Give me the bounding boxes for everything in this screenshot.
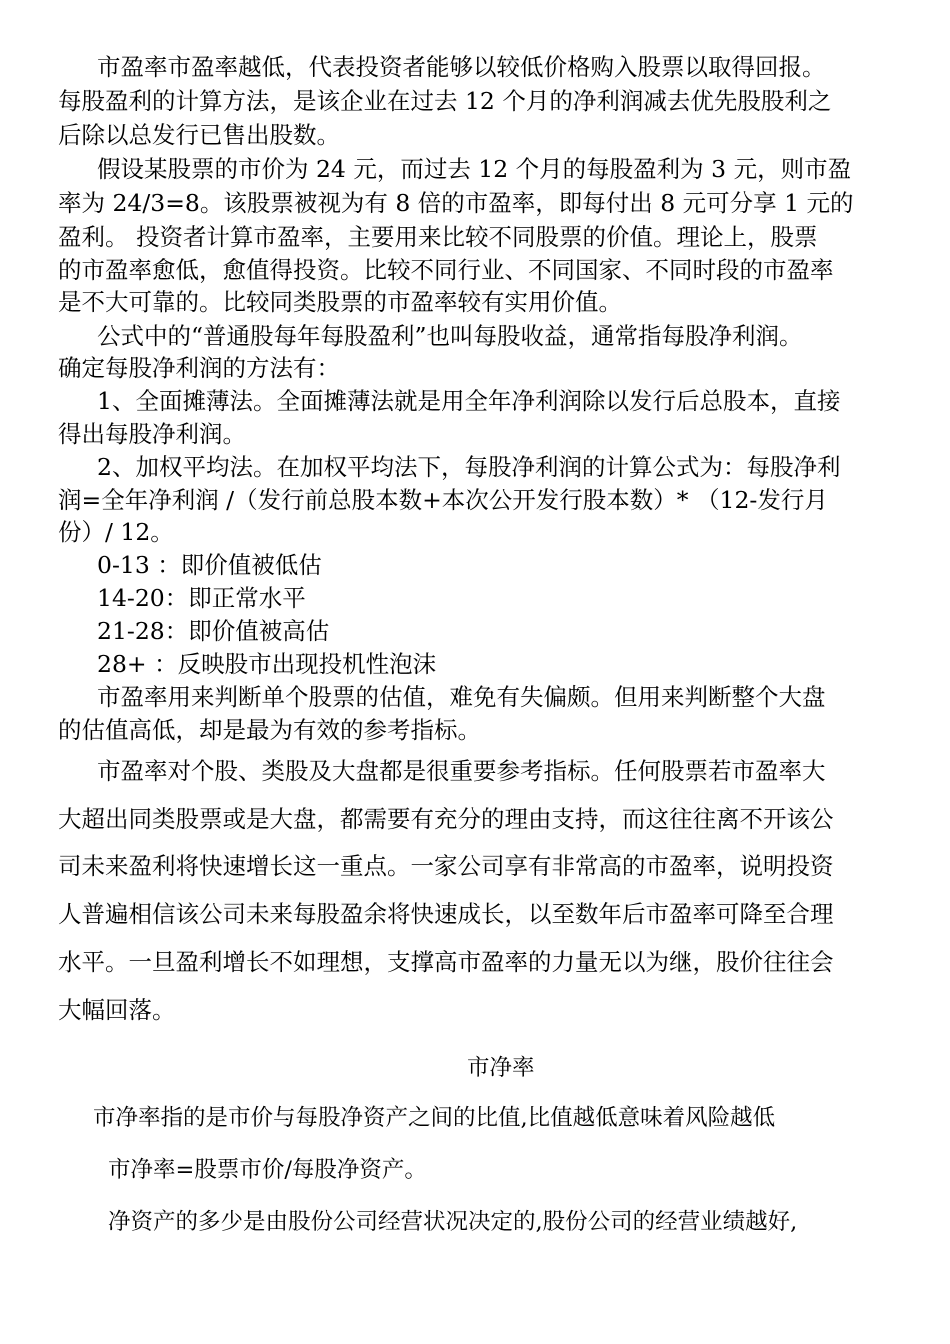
pe-range-bubble: 28+ ：反映股市出现投机性泡沫: [97, 650, 437, 678]
paragraph-line: 的市盈率愈低，愈值得投资。比较不同行业、不同国家、不同时段的市盈率: [58, 256, 834, 284]
paragraph-line: 市盈率用来判断单个股票的估值，难免有失偏颇。但用来判断整个大盘: [97, 683, 826, 711]
paragraph-line: 是不大可靠的。比较同类股票的市盈率较有实用价值。: [58, 288, 622, 316]
paragraph-line: 市净率指的是市价与每股净资产之间的比值,比值越低意味着风险越低: [93, 1105, 776, 1131]
paragraph-line: 假设某股票的市价为 24 元，而过去 12 个月的每股盈利为 3 元，则市盈: [97, 155, 852, 183]
formula-line: 市净率=股票市价/每股净资产。: [108, 1157, 427, 1183]
paragraph-line: 每股盈利的计算方法，是该企业在过去 12 个月的净利润减去优先股股利之: [58, 87, 832, 115]
paragraph-line: 后除以总发行已售出股数。: [58, 121, 340, 149]
paragraph-line: 大超出同类股票或是大盘，都需要有充分的理由支持，而这往往离不开该公: [58, 805, 834, 833]
section-heading: 市净率: [467, 1055, 535, 1081]
paragraph-line: 水平。一旦盈利增长不如理想，支撑高市盈率的力量无以为继，股价往往会: [58, 948, 834, 976]
paragraph-line: 得出每股净利润。: [58, 420, 246, 448]
list-item-method-1: 1、全面摊薄法。全面摊薄法就是用全年净利润除以发行后总股本，直接: [97, 387, 841, 415]
paragraph-line: 润=全年净利润 /（发行前总股本数+本次公开发行股本数）* （12-发行月: [58, 486, 828, 514]
paragraph-line: 份）/ 12。: [58, 518, 174, 546]
pe-range-overvalued: 21-28：即价值被高估: [97, 617, 330, 645]
paragraph-line: 盈利。 投资者计算市盈率，主要用来比较不同股票的价值。理论上，股票: [58, 223, 818, 251]
paragraph-line: 市盈率市盈率越低，代表投资者能够以较低价格购入股票以取得回报。: [97, 53, 826, 81]
paragraph-line: 市盈率对个股、类股及大盘都是很重要参考指标。任何股票若市盈率大: [97, 757, 826, 785]
paragraph-line: 司未来盈利将快速增长这一重点。一家公司享有非常高的市盈率，说明投资: [58, 852, 834, 880]
pe-range-normal: 14-20：即正常水平: [97, 584, 306, 612]
paragraph-line: 人普遍相信该公司未来每股盈余将快速成长，以至数年后市盈率可降至合理: [58, 900, 834, 928]
paragraph-line: 的估值高低，却是最为有效的参考指标。: [58, 716, 481, 744]
paragraph-line: 公式中的“普通股每年每股盈利”也叫每股收益，通常指每股净利润。: [97, 322, 803, 350]
paragraph-line: 确定每股净利润的方法有：: [58, 354, 340, 382]
pe-range-undervalued: 0-13 ：即价值被低估: [97, 551, 322, 579]
paragraph-line: 净资产的多少是由股份公司经营状况决定的,股份公司的经营业绩越好,: [108, 1209, 798, 1235]
paragraph-line: 率为 24/3=8。该股票被视为有 8 倍的市盈率，即每付出 8 元可分享 1 元的: [58, 189, 854, 217]
paragraph-line: 大幅回落。: [58, 996, 176, 1024]
list-item-method-2: 2、加权平均法。在加权平均法下，每股净利润的计算公式为：每股净利: [97, 453, 841, 481]
